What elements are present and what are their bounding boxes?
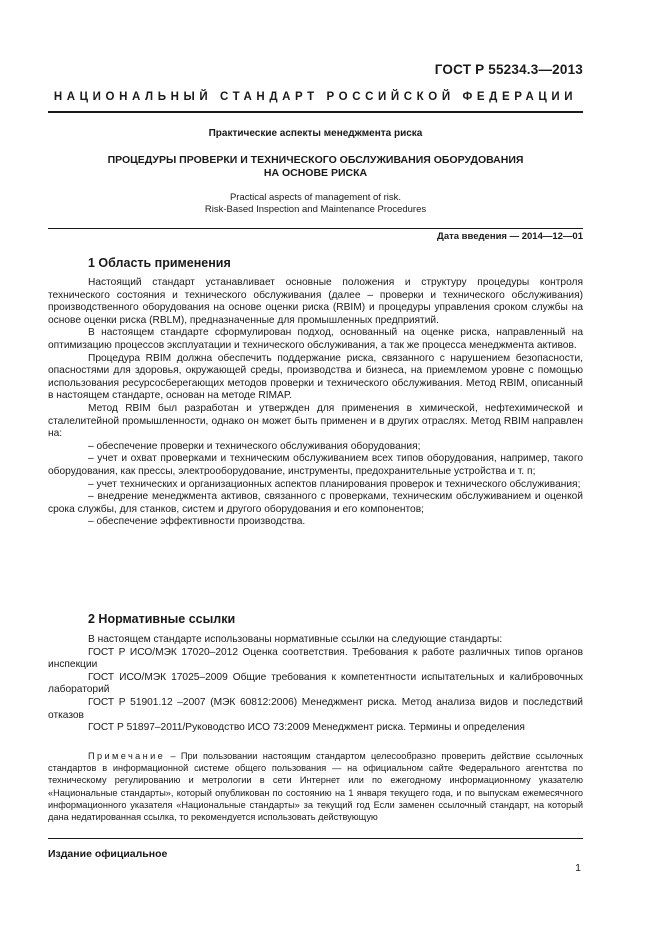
section1-heading: 1 Область применения	[88, 256, 231, 270]
date-rule	[48, 228, 583, 229]
section2-heading: 2 Нормативные ссылки	[88, 612, 236, 626]
list-item: – обеспечение проверки и технического обслуживания оборудования;	[88, 440, 421, 452]
header-rule	[48, 111, 583, 113]
reference-item: ГОСТ Р ИСО/МЭК 17020–2012 Оценка соответствия. Требования к работе различных типов органов инспекции	[48, 646, 583, 671]
national-standard-banner: НАЦИОНАЛЬНЫЙ СТАНДАРТ РОССИЙСКОЙ ФЕДЕРАЦИИ	[53, 91, 578, 103]
paragraph: В настоящем стандарте использованы нормативные ссылки на следующие стандарты:	[88, 634, 503, 645]
note	[48, 750, 583, 823]
reference-item: ГОСТ ИСО/МЭК 17025–2009 Общие требования к компетентности испытательных и калибровочных лабораторий	[48, 671, 583, 696]
intro-date: Дата введения — 2014—12—01	[437, 231, 583, 242]
footer-rule	[48, 838, 583, 839]
list-item: – учет и охват проверками и техническим обслуживанием всех типов оборудования, например, такого оборудования, как прессы, электрооборудование, инструменты, предохранительные устройства и т. п;	[48, 453, 583, 477]
reference-item: ГОСТ Р 51901.12 –2007 (МЭК 60812:2006) Менеджмент риска. Метод анализа видов и последствий отказов	[48, 696, 583, 721]
list-item: – внедрение менеджмента активов, связанного с проверками, техническим обслуживанием и оценкой срока службы, для станков, систем и другого оборудования и его компонентов;	[48, 491, 583, 515]
list-item: – учет технических и организационных аспектов планирования проверок и технического обслуживания;	[88, 478, 581, 490]
title-en-line2: Risk-Based Inspection and Maintenance Procedures	[204, 204, 427, 215]
subtitle-ru: Практические аспекты менеджмента риска	[208, 128, 423, 139]
section1-body	[48, 277, 583, 529]
paragraph: Настоящий стандарт устанавливает основные положения и структуру процедуры контроля технического состояния и технического обслуживания (далее – проверки и технического обслуживания) производственного оборудования на основе оценки риска (RBIM) и процедуры управления сроком службы на основе оценки риска (RBLM), предназначенные для промышленных предприятий.	[48, 277, 583, 326]
title-ru-line2: НА ОСНОВЕ РИСКА	[263, 167, 368, 179]
page-number: 1	[575, 862, 581, 874]
title-en	[48, 192, 583, 216]
title-ru	[48, 154, 583, 180]
reference-item: ГОСТ Р 51897–2011/Руководство ИСО 73:2009 Менеджмент риска. Термины и определения	[88, 722, 525, 734]
paragraph: Метод RBIM был разработан и утвержден для применения в химической, нефтехимической и сталелитейной промышленности, однако он может быть применен и в других отраслях. Метод RBIM направлен на:	[48, 402, 583, 440]
edition-label: Издание официальное	[48, 848, 168, 860]
note-label: Примечание	[88, 751, 166, 761]
note-text: – При пользовании настоящим стандартом целесообразно проверить действие ссылочных стандартов в информационной системе общего пользования — на официальном сайте Федерального агентства по техническому регулированию и метрологии в сети Интернет или по ежегодному информационному указателю «Национальные стандарты», который опубликован по состоянию на 1 января текущего года, и по выпускам ежемесячного информационного указателя «Национальные стандарты» за текущий год Если заменен ссылочный стандарт, на который дана недатированная ссылка, то рекомендуется использовать действующую	[48, 751, 583, 823]
note-paragraph	[48, 750, 583, 823]
section2-body	[48, 634, 583, 735]
list-item: – обеспечение эффективности производства.	[88, 516, 306, 528]
title-ru-line1: ПРОЦЕДУРЫ ПРОВЕРКИ И ТЕХНИЧЕСКОГО ОБСЛУЖИВАНИЯ ОБОРУДОВАНИЯ	[107, 154, 524, 166]
paragraph: В настоящем стандарте сформулирован подход, основанный на оценке риска, направленный на оптимизацию процессов эксплуатации и технического обслуживания, а так же процесса менеджмента активов.	[48, 327, 583, 351]
gost-code: ГОСТ Р 55234.3—2013	[434, 62, 583, 77]
paragraph: Процедура RBIM должна обеспечить поддержание риска, связанного с нарушением безопасности, опасностями для здоровья, окружающей среды, производства и бизнеса, на приемлемом уровне с помощью использования ресурсосберегающих методов проверки и технического обслуживания. Метод RBIM, описанный в настоящем стандарте, основан на методе RIMAP.	[48, 352, 583, 402]
title-en-line1: Practical aspects of management of risk.	[229, 192, 402, 203]
